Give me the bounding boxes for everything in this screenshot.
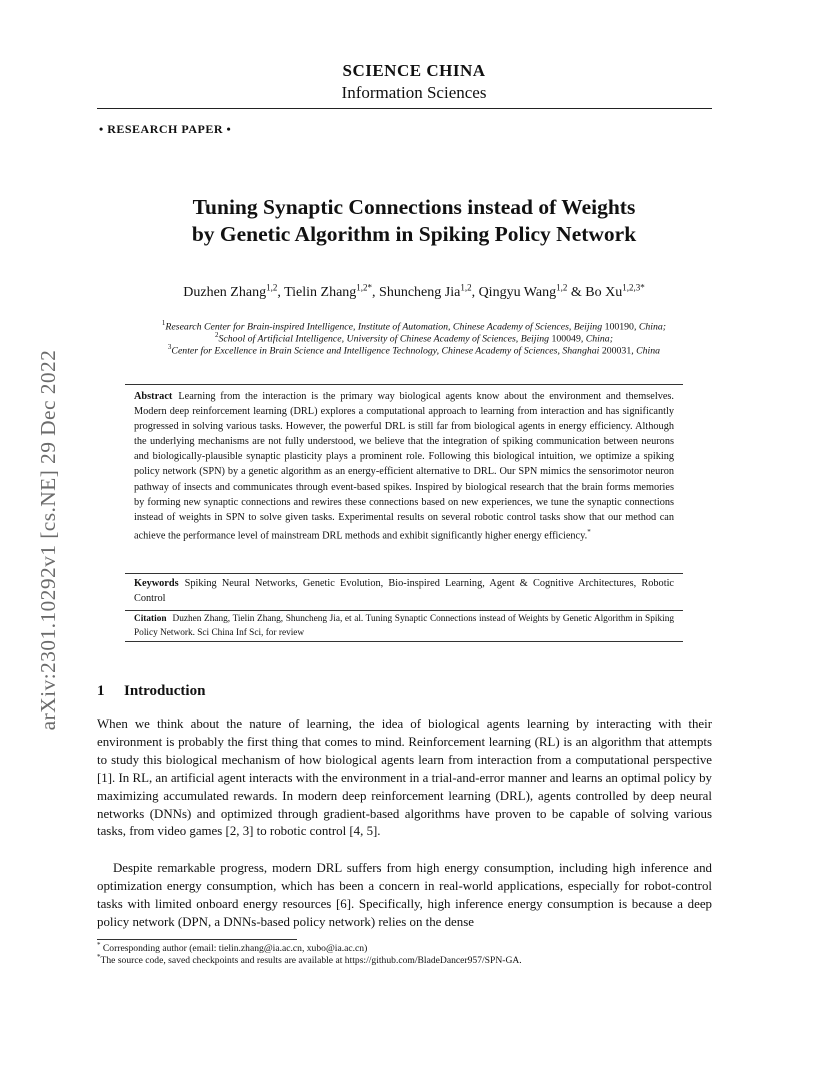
keywords-citation-rule (125, 610, 683, 611)
paper-title-line-2: by Genetic Algorithm in Spiking Policy Network (191, 222, 637, 246)
keywords-label: Keywords (134, 578, 179, 589)
abstract-keywords-rule (125, 573, 683, 574)
abstract-bottom-rule (125, 641, 683, 642)
author: Tielin Zhang$^{1,2*}$, (284, 282, 380, 300)
author: Qingyu Wang$^{1,2}$ & (478, 282, 586, 300)
paper-title-line-1: Tuning Synaptic Connections instead of Weights (192, 195, 636, 219)
affiliation: $^2$School of Artificial Intelligence, University of Chinese Academy of Sciences, Beijing 100049, China; (215, 331, 613, 345)
keywords (134, 576, 674, 606)
footnote-rule (97, 939, 297, 940)
abstract-text: Learning from the interaction is the primary way biological agents know about the environment and themselves. Modern deep reinforcement learning (DRL) explores a computational approach to learning from interaction and has significantly progressed in solving various tasks. However, the powerful DRL is still far from biological agents in energy efficiency. Although the underlying mechanisms are not fully understood, we believe that the integration of spiking communication between neurons and biologically-plausible synaptic plasticity plays a prominent role. Following this biological intuition, we optimize a spiking policy network (SPN) by a genetic algorithm as an energy-efficient alternative to DRL. Our SPN mimics the sensorimotor neuron pathway of insects and communicates through event-based spikes. Inspired by biological research that the brain forms memories by forming new synaptic connections and rewires these connections based on new experiences, we tune the synaptic connections instead of weights in SPN to solve given tasks. Experimental results on several robotic control tasks show that our method can achieve the performance level of mainstream DRL methods and exhibit significantly higher energy efficiency. (134, 391, 674, 542)
author: Duzhen Zhang$^{1,2}$, (183, 282, 285, 300)
footnote-corresponding: * Corresponding author (email: tielin.zhang@ia.ac.cn, xubo@ia.ac.cn) (97, 941, 368, 955)
body-paragraph: Despite remarkable progress, modern DRL suffers from high energy consumption, including high inference and optimization energy consumption, which has been a concern in real-world applications, especially for robot-control tasks with limited onboard energy resources [6]. Specifically, high inference energy consumption is because a deep policy network (DPN, a DNNs-based policy network) relies on the dense (97, 861, 712, 929)
footnote-code: *The source code, saved checkpoints and results are available at https://github.com/BladeDancer957/SPN-GA. (97, 953, 522, 967)
citation-text: Duzhen Zhang, Tielin Zhang, Shuncheng Jia, et al. Tuning Synaptic Connections instead of Weights by Genetic Algorithm in Spiking Policy Network. Sci China Inf Sci, for review (134, 614, 674, 638)
header-rule (97, 108, 712, 109)
affiliation: $^3$Center for Excellence in Brain Science and Intelligence Technology, Chinese Academy of Sciences, Shanghai 200031, China (167, 343, 661, 357)
abstract: Abstract Learning from the interaction is the primary way biological agents know about the environment and themselves. Modern deep reinforcement learning (DRL) explores a computational approach to learning from interaction and has significantly progressed in solving various tasks. However, the powerful DRL is still far from biological agents in energy efficiency. Although the underlying mechanisms are not fully understood, we believe that the integration of spiking communication between neurons and biologically-plausible synaptic plasticity plays a prominent role. Following this biological intuition, we optimize a spiking policy network (SPN) by a genetic algorithm as an energy-efficient alternative to DRL. Our SPN mimics the sensorimotor neuron pathway of insects and communicates through event-based spikes. Inspired by biological research that the brain forms memories by forming new synaptic connections and rewires these connections based on new experiences, we tune the synaptic connections instead of weights in SPN to solve given tasks. Experimental results on several robotic control tasks show that our method can achieve the performance level of mainstream DRL methods and exhibit significantly higher energy efficiency.* (134, 391, 674, 542)
article-type: • RESEARCH PAPER • (99, 122, 232, 136)
body-paragraph: When we think about the nature of learning, the idea of biological agents learning by interacting with their environment is probably the first thing that comes to mind. Reinforcement learning (RL) is an algorithm that attempts to study this biological mechanism of how biological agents learn from interaction from a computational perspective [1]. In RL, an artificial agent interacts with the environment in a trial-and-error manner and learns an optimal policy by maximizing accumulated rewards. In modern deep reinforcement learning (DRL), agents controlled by deep neural networks (DNNs) and optimized through gradient-based algorithms have proven to be capable of solving various tasks, from video games [2, 3] to robotic control [4, 5]. (97, 717, 712, 839)
abstract-label: Abstract (134, 391, 173, 402)
author: Bo $Xu^{1,2,3*}$ (585, 282, 645, 300)
journal-name: SCIENCE CHINA (342, 61, 486, 80)
author-list (0, 282, 828, 301)
journal-subtitle: Information Sciences (341, 83, 487, 102)
affiliation: $^1$Research Center for Brain-inspired Intelligence, Institute of Automation, Chinese Academy of Sciences, Beijing 100190, China; (161, 319, 667, 333)
abstract-top-rule (125, 384, 683, 385)
arxiv-identifier: arXiv:2301.10292v1 [cs.NE] 29 Dec 2022 (36, 349, 60, 731)
section-heading: 1 Introduction (97, 683, 206, 699)
citation (134, 613, 674, 640)
author: Shuncheng Jia$^{1,2}$, (379, 282, 479, 300)
keywords-text: Spiking Neural Networks, Genetic Evolution, Bio-inspired Learning, Agent & Cognitive Architectures, Robotic Control (134, 578, 674, 605)
citation-label: Citation (134, 614, 167, 624)
